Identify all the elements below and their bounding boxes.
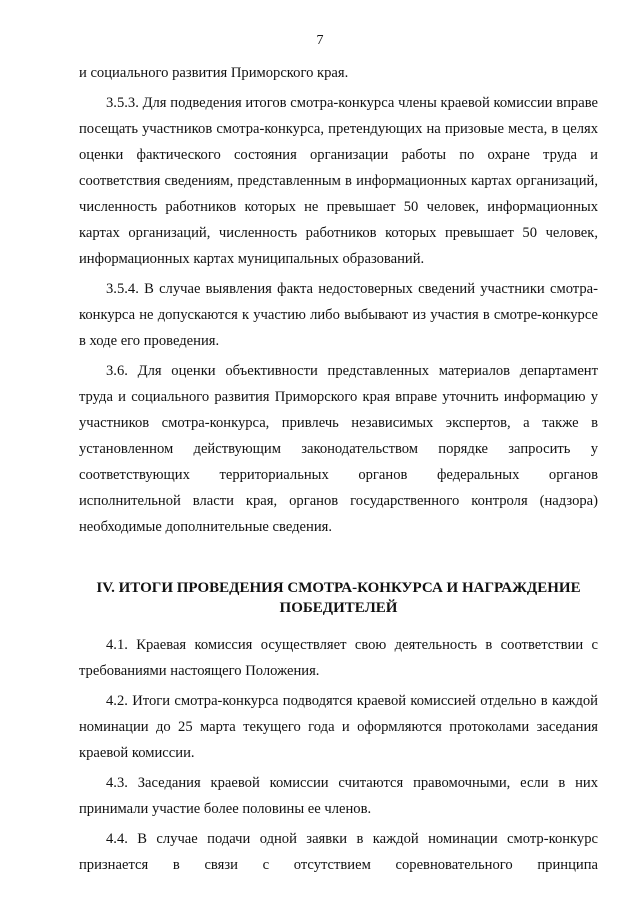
paragraph-4-4: 4.4. В случае подачи одной заявки в каждой номинации смотр-конкурс признается в связи с отсутствием соревновательного принципа [79,831,598,873]
paragraph-3-6: 3.6. Для оценки объективности представленных материалов департамент труда и социального развития Приморского края вправе уточнить информацию у участников смотра-конкурса, привлечь независимых экспертов, а также в установленном действующим законодательством порядке запросить у соответствующих территориальных органов федеральных органов исполнительной власти края, органов государственного контроля (надзора) необходимые дополнительные сведения. [79,363,598,535]
document-body [79,60,598,882]
section-heading: IV. ИТОГИ ПРОВЕДЕНИЯ СМОТРА-КОНКУРСА И НАГРАЖДЕНИЕ ПОБЕДИТЕЛЕЙ [96,580,581,616]
paragraph-4-1: 4.1. Краевая комиссия осуществляет свою деятельность в соответствии с требованиями настоящего Положения. [79,637,598,679]
paragraph-3-5-4: 3.5.4. В случае выявления факта недостоверных сведений участники смотра-конкурса не допускаются к участию либо выбывают из участия в смотре-конкурсе в ходе его проведения. [79,281,598,349]
paragraph-4-3: 4.3. Заседания краевой комиссии считаются правомочными, если в них принимали участие более половины ее членов. [79,775,598,817]
paragraph-3-5-3: 3.5.3. Для подведения итогов смотра-конкурса члены краевой комиссии вправе посещать участников смотра-конкурса, претендующих на призовые места, в целях оценки фактического состояния организации работы по охране труда и соответствия сведениям, представленным в информационных картах организаций, численность работников которых не превышает 50 человек, информационных картах организаций, численность работников которых превышает 50 человек, информационных картах муниципальных образований. [79,95,598,267]
paragraph-continuation: и социального развития Приморского края. [79,65,349,81]
paragraph-4-2: 4.2. Итоги смотра-конкурса подводятся краевой комиссией отдельно в каждой номинации до 25 марта текущего года и оформляются протоколами заседания краевой комиссии. [79,693,598,761]
page-number: 7 [316,33,324,48]
